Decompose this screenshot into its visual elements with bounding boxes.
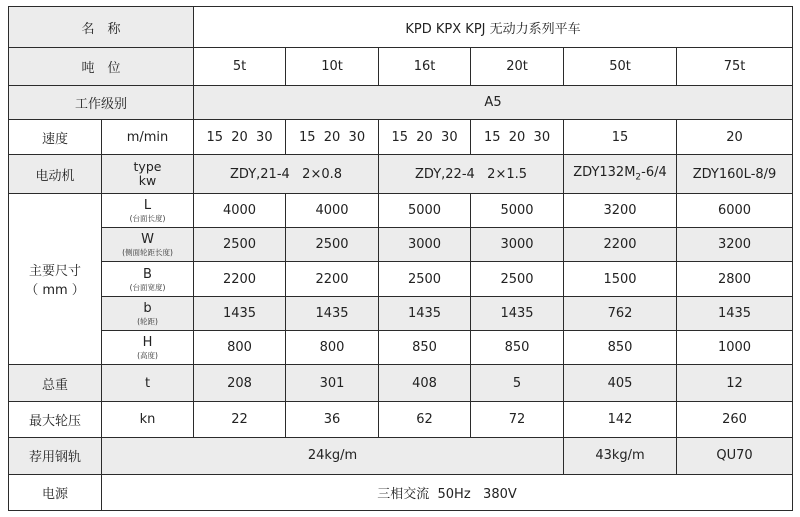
motor-cell: ZDY160L-8/9 <box>677 155 793 193</box>
max-wheel-load-cell: 72 <box>471 401 564 437</box>
speed-label: 速度 <box>9 120 102 155</box>
dimensions-label-line2: （ mm ） <box>25 283 85 299</box>
dimension-cell: 2500 <box>194 228 286 262</box>
dimension-cell: 1500 <box>564 262 677 296</box>
dimension-cell: 800 <box>194 331 286 365</box>
power-value: 三相交流 50Hz 380V <box>102 474 793 510</box>
dimension-row <box>9 296 793 330</box>
dimension-cell: 3000 <box>379 228 471 262</box>
spec-table <box>8 6 793 511</box>
max-wheel-load-cell: 22 <box>194 401 286 437</box>
max-wheel-load-label: 最大轮压 <box>9 401 102 437</box>
dimension-cell: 4000 <box>194 193 286 227</box>
dimension-row <box>9 331 793 365</box>
dimension-cell: 1000 <box>677 331 793 365</box>
dimension-cell: 850 <box>379 331 471 365</box>
name-row <box>9 7 793 48</box>
max-wheel-load-unit: kn <box>102 401 194 437</box>
dimension-cell: 1435 <box>286 296 379 330</box>
motor-cell: $ZDY132M_2-6/4$ <box>564 155 677 193</box>
speed-cell: 15 <box>564 120 677 155</box>
total-weight-label: 总重 <box>9 365 102 401</box>
dimensions-label-line1: 主要尺寸 <box>28 264 81 280</box>
motor-label: 电动机 <box>9 155 102 193</box>
dimension-row <box>9 228 793 262</box>
dimension-cell: 3000 <box>471 228 564 262</box>
dimension-cell: 3200 <box>564 193 677 227</box>
dimension-cell: 2800 <box>677 262 793 296</box>
total-weight-unit: t <box>102 365 194 401</box>
dimension-cell: 1435 <box>379 296 471 330</box>
dimension-cell: 5000 <box>471 193 564 227</box>
dimension-cell: 850 <box>564 331 677 365</box>
tonnage-label: 吨 位 <box>9 48 194 85</box>
work-class-label: 工作级别 <box>9 85 194 119</box>
tonnage-cell: 20t <box>471 48 564 85</box>
speed-cell: 15 20 30 <box>286 120 379 155</box>
dimension-cell: 2500 <box>471 262 564 296</box>
dimension-symbol: L (台面长度) <box>102 193 194 227</box>
dimension-cell: 5000 <box>379 193 471 227</box>
name-value: KPD KPX KPJ 无动力系列平车 <box>194 7 793 48</box>
rail-cell: 24kg/m <box>102 438 564 474</box>
tonnage-cell: 50t <box>564 48 677 85</box>
dimension-symbol: B (台面宽度) <box>102 262 194 296</box>
motor-unit-kw: kw <box>138 173 157 189</box>
work-class-value: A5 <box>194 85 793 119</box>
max-wheel-load-cell: 142 <box>564 401 677 437</box>
tonnage-cell: 16t <box>379 48 471 85</box>
speed-cell: 15 20 30 <box>471 120 564 155</box>
max-wheel-load-row <box>9 401 793 437</box>
max-wheel-load-cell: 62 <box>379 401 471 437</box>
dimension-cell: 6000 <box>677 193 793 227</box>
dimension-symbol: b (轮距) <box>102 296 194 330</box>
dimension-cell: 2200 <box>286 262 379 296</box>
dimension-cell: 2200 <box>194 262 286 296</box>
tonnage-row <box>9 48 793 85</box>
rail-label: 荐用钢轨 <box>9 438 102 474</box>
dimension-cell: 800 <box>286 331 379 365</box>
power-label: 电源 <box>9 474 102 510</box>
motor-cell: ZDY,22-4 2×1.5 <box>379 155 564 193</box>
total-weight-cell: 5 <box>471 365 564 401</box>
speed-unit: m/min <box>102 120 194 155</box>
dimension-cell: 1435 <box>471 296 564 330</box>
rail-cell: 43kg/m <box>564 438 677 474</box>
total-weight-cell: 12 <box>677 365 793 401</box>
total-weight-cell: 408 <box>379 365 471 401</box>
total-weight-row <box>9 365 793 401</box>
dimension-symbol: H (高度) <box>102 331 194 365</box>
dimensions-label <box>9 193 102 365</box>
dimension-cell: 2200 <box>564 228 677 262</box>
motor-cell: ZDY,21-4 2×0.8 <box>194 155 379 193</box>
total-weight-cell: 208 <box>194 365 286 401</box>
tonnage-cell: 10t <box>286 48 379 85</box>
total-weight-cell: 405 <box>564 365 677 401</box>
dimension-cell: 4000 <box>286 193 379 227</box>
dimension-row <box>9 193 793 227</box>
motor-unit <box>102 155 194 193</box>
tonnage-cell: 75t <box>677 48 793 85</box>
motor-unit-type: type <box>133 159 162 175</box>
dimension-cell: 1435 <box>677 296 793 330</box>
name-label: 名 称 <box>9 7 194 48</box>
max-wheel-load-cell: 260 <box>677 401 793 437</box>
motor-row <box>9 155 793 193</box>
speed-row <box>9 120 793 155</box>
tonnage-cell: 5t <box>194 48 286 85</box>
total-weight-cell: 301 <box>286 365 379 401</box>
dimension-cell: 762 <box>564 296 677 330</box>
dimension-cell: 850 <box>471 331 564 365</box>
power-row <box>9 474 793 510</box>
dimension-symbol: W (侧面轮距长度) <box>102 228 194 262</box>
dimension-cell: 2500 <box>286 228 379 262</box>
work-class-row <box>9 85 793 119</box>
dimension-cell: 3200 <box>677 228 793 262</box>
speed-cell: 20 <box>677 120 793 155</box>
speed-cell: 15 20 30 <box>194 120 286 155</box>
dimension-cell: 2500 <box>379 262 471 296</box>
rail-row <box>9 438 793 474</box>
dimension-row <box>9 262 793 296</box>
max-wheel-load-cell: 36 <box>286 401 379 437</box>
rail-cell: QU70 <box>677 438 793 474</box>
dimension-cell: 1435 <box>194 296 286 330</box>
speed-cell: 15 20 30 <box>379 120 471 155</box>
